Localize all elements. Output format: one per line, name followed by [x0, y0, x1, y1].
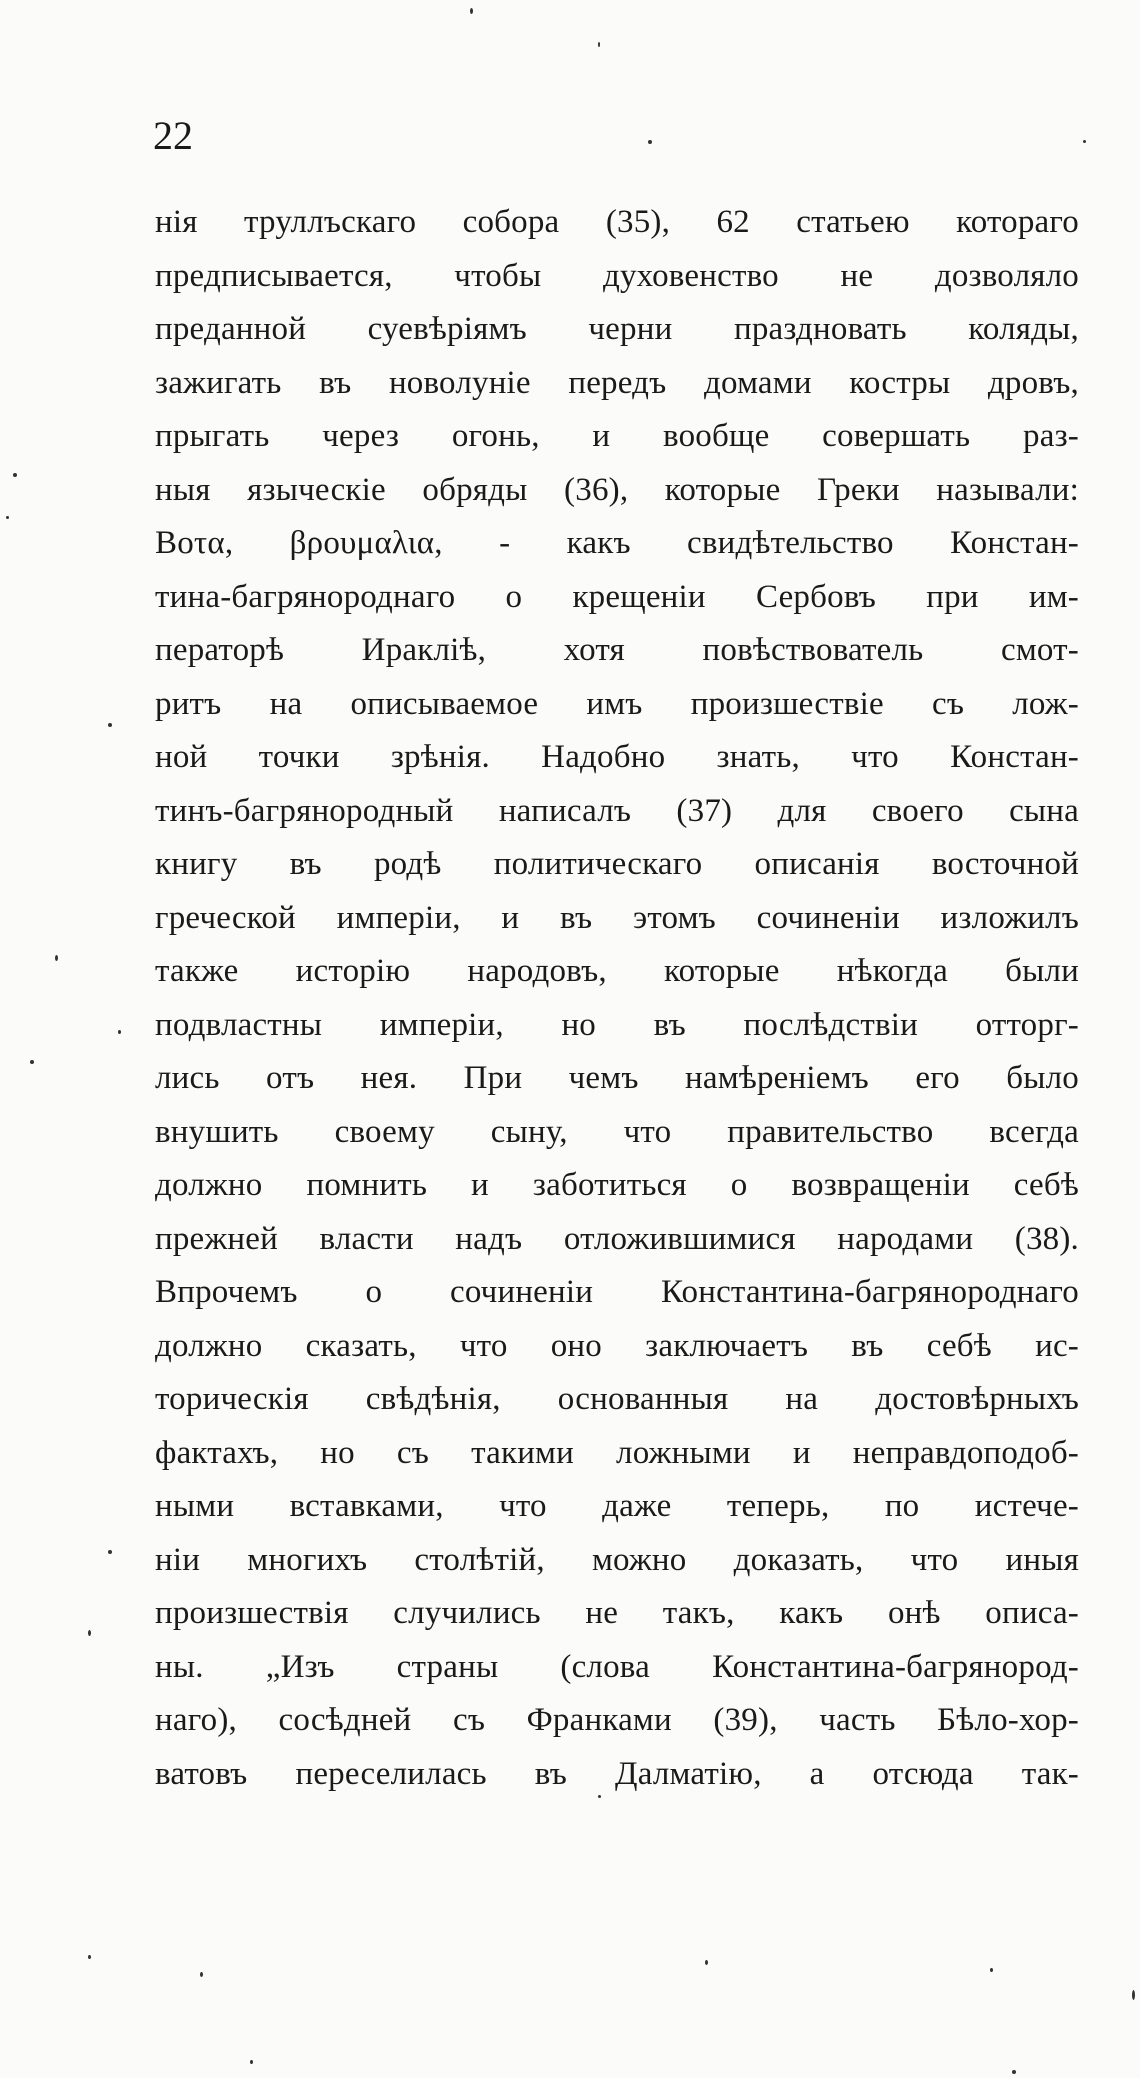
- text-line: ныя языческіе обряды (36), которые Греки называли:: [155, 471, 1079, 508]
- paper-speck: [13, 473, 17, 477]
- paper-speck: [30, 1060, 34, 1064]
- text-line: тина-багрянороднаго о крещеніи Сербовъ при им-: [155, 578, 1079, 615]
- paper-speck: [1132, 1990, 1135, 2000]
- text-line: прыгать через огонь, и вообще совершать раз-: [155, 418, 1079, 454]
- text-line: внушить своему сыну, что правительство всегда: [155, 1113, 1079, 1150]
- paper-speck: [250, 2060, 253, 2064]
- paper-speck: [88, 1630, 91, 1636]
- text-line: ной точки зрѣнія. Надобно знать, что Констан-: [155, 739, 1079, 775]
- paper-speck: [1083, 140, 1086, 143]
- text-line: преданной суевѣріямъ черни праздновать коляды,: [155, 311, 1079, 347]
- paper-speck: [200, 1972, 203, 1977]
- text-line: предписывается, чтобы духовенство не дозволяло: [155, 257, 1079, 294]
- text-line: также исторію народовъ, которые нѣкогда были: [155, 953, 1079, 989]
- text-line: произшествія случились не такъ, какъ онѣ описа-: [155, 1595, 1079, 1631]
- text-line: греческой имперіи, и въ этомъ сочиненіи изложилъ: [155, 899, 1079, 936]
- paper-speck: [705, 1960, 708, 1965]
- text-line: наго), сосѣдней съ Франками (39), часть Бѣло-хор-: [155, 1702, 1079, 1738]
- text-line: должно сказать, что оно заключаетъ въ себѣ ис-: [155, 1327, 1079, 1364]
- text-line: прежней власти надъ отложившимися народами (38).: [155, 1220, 1079, 1257]
- paper-speck: [598, 1795, 601, 1798]
- text-line: ными вставками, что даже теперь, по истече-: [155, 1488, 1079, 1524]
- paper-speck: [108, 1550, 112, 1554]
- paper-speck: [990, 1968, 993, 1972]
- paper-speck: [598, 42, 600, 47]
- text-line: ніи многихъ столѣтій, можно доказать, что иныя: [155, 1541, 1079, 1578]
- text-line: Впрочемъ о сочиненіи Константина-багрянороднаго: [155, 1274, 1079, 1310]
- paper-speck: [55, 955, 58, 961]
- paper-speck: [88, 1955, 91, 1959]
- text-line: нія труллъскаго собора (35), 62 статьею котораго: [155, 204, 1079, 240]
- text-line: ватовъ переселилась въ Далматію, а отсюда так-: [155, 1755, 1079, 1792]
- paper-speck: [470, 8, 473, 14]
- text-line: торическія свѣдѣнія, основанныя на достовѣрныхъ: [155, 1381, 1079, 1417]
- paper-speck: [108, 723, 112, 727]
- text-line: Βοτα, βρουμαλια, - какъ свидѣтельство Констан-: [155, 525, 1079, 561]
- text-line: должно помнить и заботиться о возвращеніи себѣ: [155, 1167, 1079, 1203]
- text-line: тинъ-багрянородный написалъ (37) для своего сына: [155, 792, 1079, 829]
- text-line: лись отъ нея. При чемъ намѣреніемъ его было: [155, 1060, 1079, 1096]
- paper-speck: [1012, 2070, 1016, 2074]
- text-line: подвластны имперіи, но въ послѣдствіи отторг-: [155, 1006, 1079, 1043]
- text-line: ны. „Изъ страны (слова Константина-багрянород-: [155, 1648, 1079, 1685]
- body-text: [155, 196, 1079, 1801]
- text-line: книгу въ родѣ политическаго описанія восточной: [155, 846, 1079, 882]
- paper-speck: [118, 1030, 121, 1034]
- paper-speck: [648, 140, 652, 144]
- paper-speck: [6, 516, 9, 519]
- text-line: фактахъ, но съ такими ложными и неправдоподоб-: [155, 1434, 1079, 1471]
- text-line: ператорѣ Ираклiѣ, хотя повѣствователь смот-: [155, 632, 1079, 668]
- text-line: зажигать въ новолуніе передъ домами костры дровъ,: [155, 364, 1079, 401]
- text-line: ритъ на описываемое имъ произшествіе съ лож-: [155, 685, 1079, 722]
- page-number: 22: [153, 113, 193, 158]
